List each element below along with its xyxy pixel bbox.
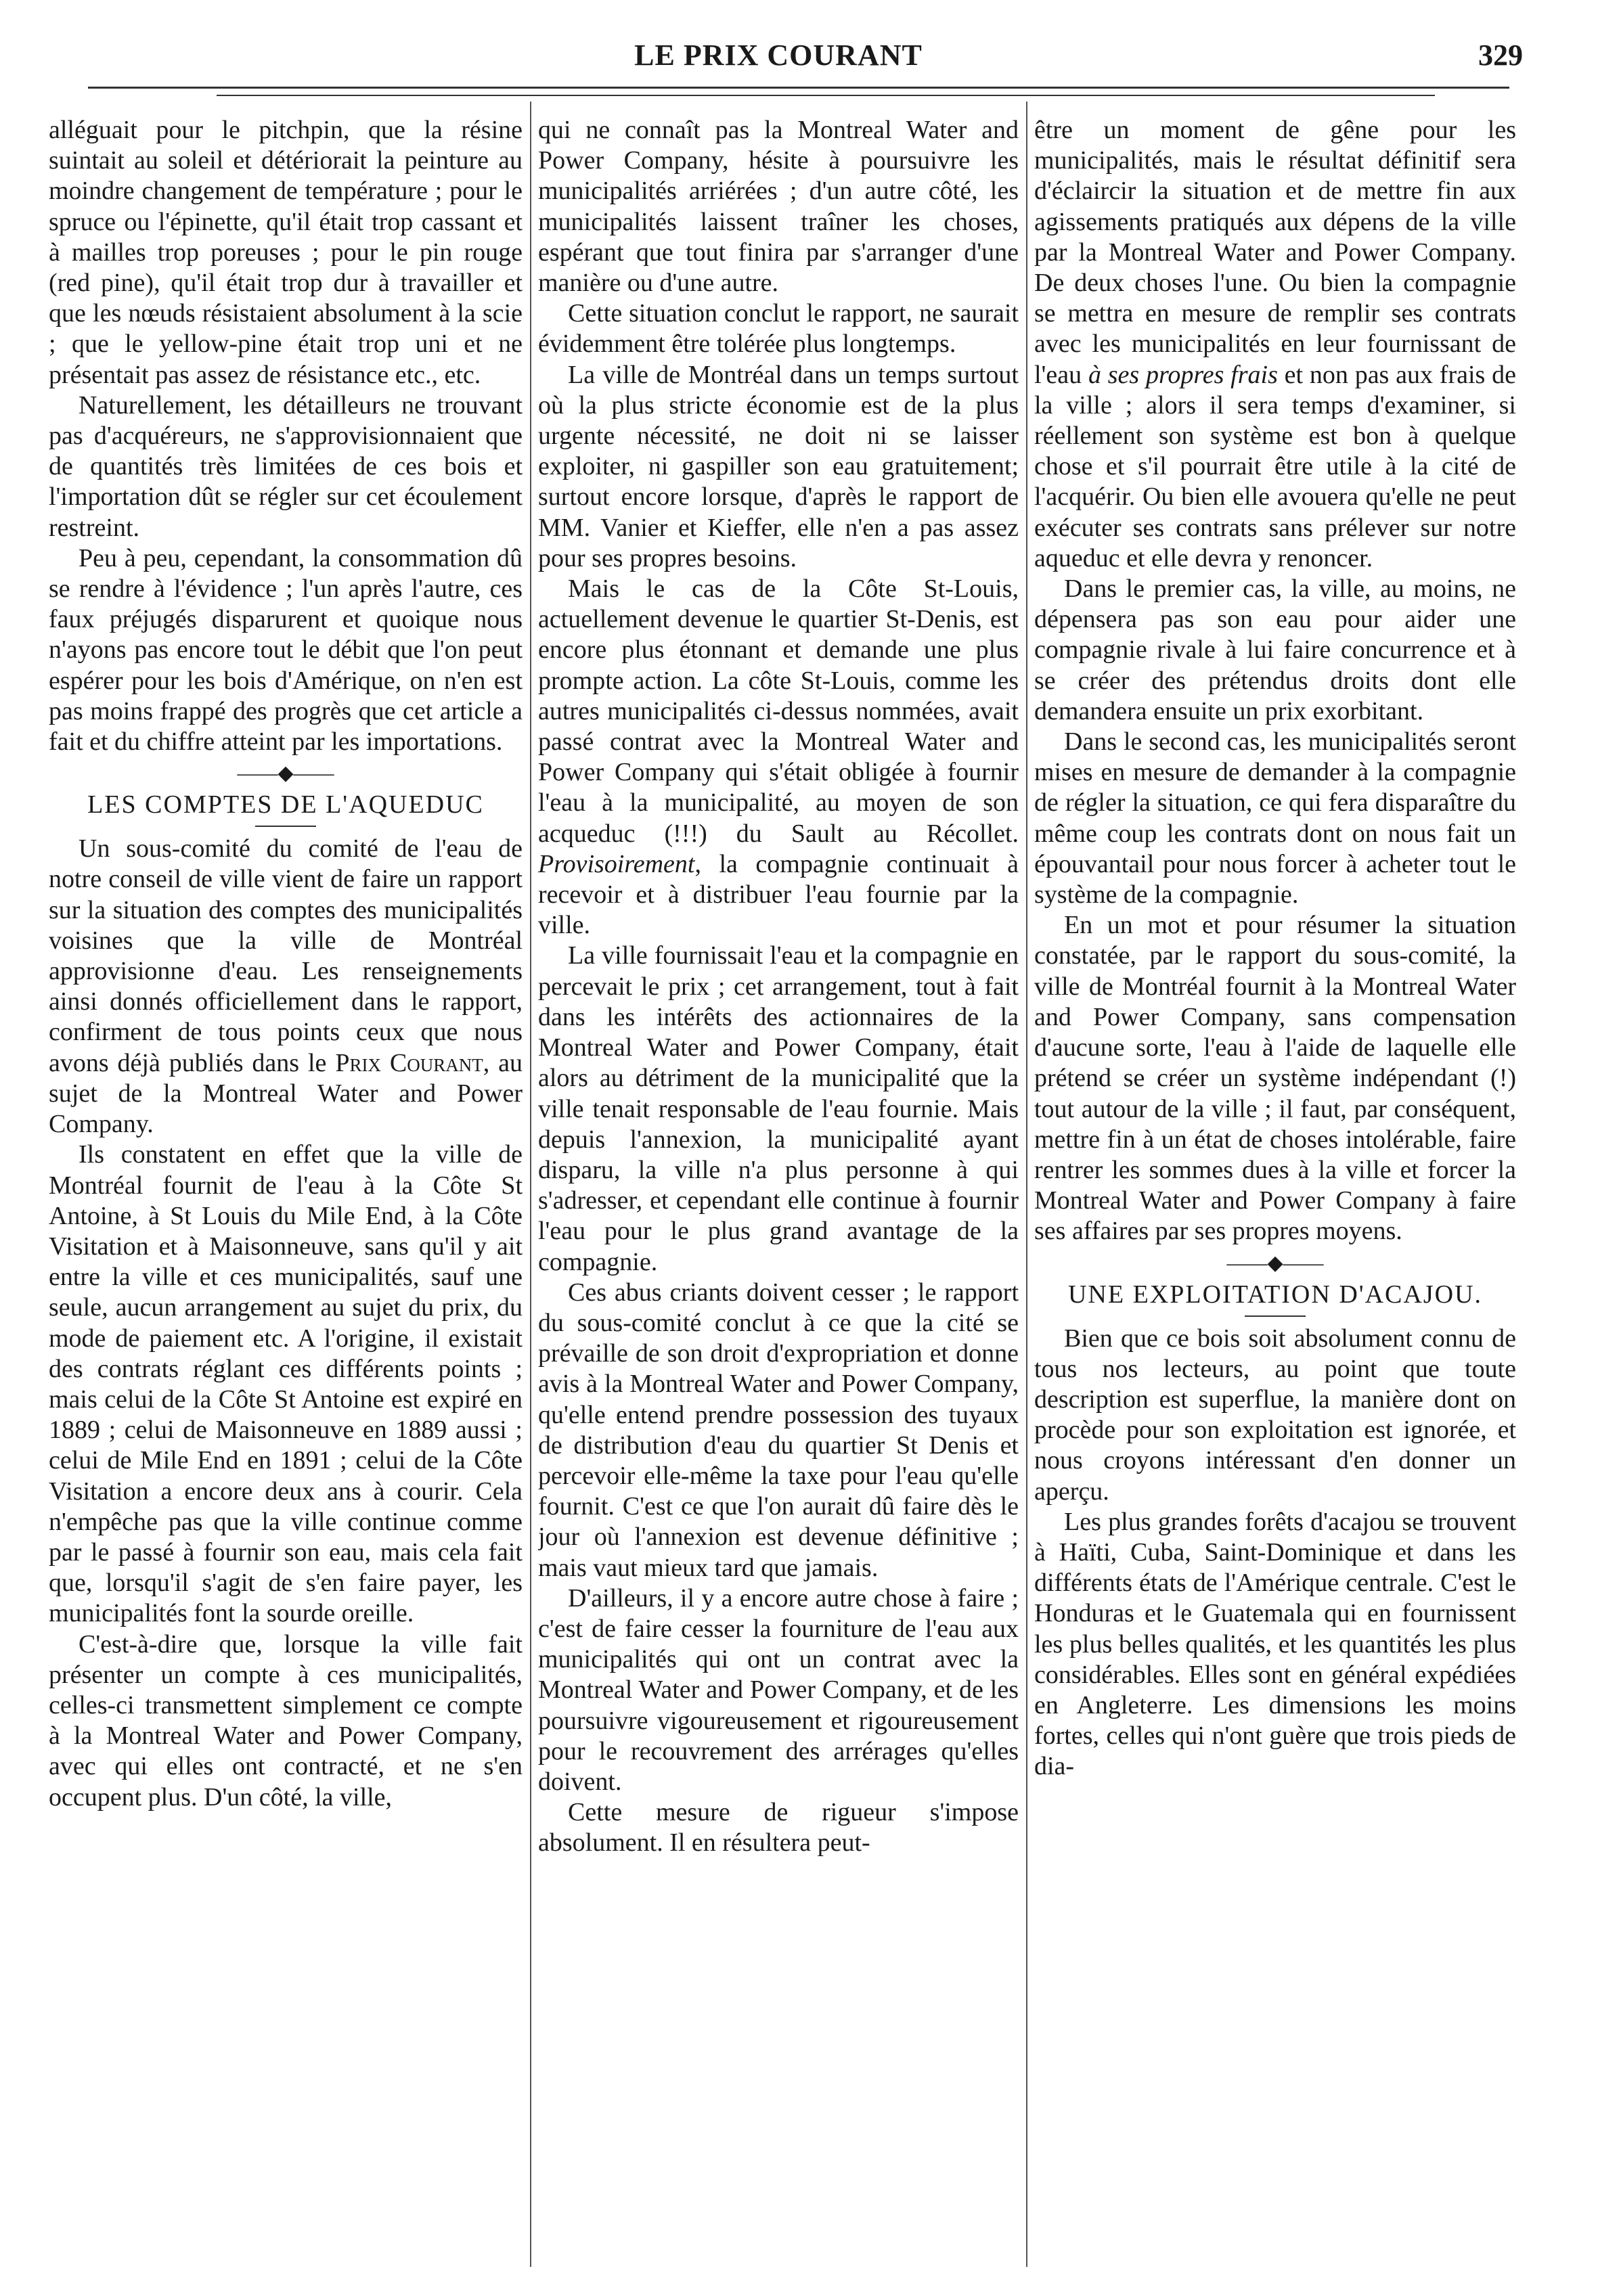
- paragraph-text: être un moment de gêne pour les municipalités, mais le résultat définitif sera d'éclaircir la situation et de mettre fin aux agissements pratiqués aux dépens de la ville par la Montreal Water and Power Company. De deux choses l'une. Ou bien la compagnie se mettra en mesure de remplir ses contrats avec les municipalités en leur fournissant de l'eau: [1034, 116, 1516, 389]
- paragraph: Les plus grandes forêts d'acajou se trouvent à Haïti, Cuba, Saint-Dominique et dans les différents états de l'Amérique centrale. C'est le Honduras et le Guatemala qui en fournissent les plus belles qualités, et les quantités les plus considérables. Elles sont en général expédiées en Angleterre. Les dimensions les moins fortes, celles qui n'ont guère que trois pieds de dia-: [1034, 1507, 1516, 1781]
- section-ornament: ——◆——: [1226, 1251, 1324, 1274]
- paragraph: alléguait pour le pitchpin, que la résine suintait au soleil et détériorait la peinture au moindre changement de température ; pour le spruce ou l'épinette, qu'il était trop cassant et à mailles trop poreuses ; pour le pin rouge (red pine), qu'il était trop dur à travailler et que les nœuds résistaient absolument à la scie ; que le yellow-pine était trop uni et ne présentait pas assez de résistance etc., etc.: [49, 116, 523, 389]
- paragraph: [49, 834, 523, 1140]
- paragraph: [1034, 115, 1516, 574]
- paragraph: Cette mesure de rigueur s'impose absolument. Il en résultera peut-: [538, 1798, 1019, 1858]
- header-rule: [88, 87, 1509, 89]
- paragraph-text: , la compagnie continuait à recevoir et à distribuer l'eau fournie par la ville.: [538, 849, 1019, 940]
- paragraph: Dans le second cas, les municipalités seront mises en mesure de demander à la compagnie de régler la situation, ce qui fera disparaître du même coup les contrats dont on nous fait un épouvantail pour nous forcer à acheter tout le système de la compagnie.: [1034, 727, 1516, 909]
- paragraph: Peu à peu, cependant, la consommation dû se rendre à l'évidence ; l'un après l'autre, ces faux préjugés disparurent et quoique nous n'ayons pas encore tout le débit que l'on peut espérer pour les bois d'Amérique, on n'en est pas moins frappé des progrès que cet article a fait et du chiffre atteint par les importations.: [49, 543, 523, 757]
- column-divider: [530, 102, 531, 2267]
- paragraph-text: , au sujet de la Montreal Water and Power Company.: [49, 1048, 523, 1139]
- paragraph: [538, 574, 1019, 941]
- heading-rule: [255, 826, 316, 827]
- page-header: [34, 31, 1523, 78]
- paragraph: Bien que ce bois soit absolument connu de tous nos lecteurs, au point que toute description est superflue, la manière dont on procède pour son exploitation est ignorée, et nous croyons intéressant d'en donner un aperçu.: [1034, 1324, 1516, 1506]
- paragraph-text: et non pas aux frais de la ville ; alors il sera temps d'examiner, si réellement son système est bon à quelque chose et s'il pourrait être utile à la cité de l'acquérir. Ou bien elle avouera qu'elle ne peut exécuter ses contrats sans prélever sur notre aqueduc et elle devra y renoncer.: [1034, 360, 1516, 572]
- paragraph: C'est-à-dire que, lorsque la ville fait présenter un compte à ces municipalités, celles-ci transmettent simplement ce compte à la Montreal Water and Power Company, avec qui elles ont contracté, et ne s'en occupent plus. D'un côté, la ville,: [49, 1629, 523, 1811]
- paragraph: Cette situation conclut le rapport, ne saurait évidemment être tolérée plus longtemps.: [538, 299, 1019, 359]
- paragraph: qui ne connaît pas la Montreal Water and Power Company, hésite à poursuivre les municipalités arriérées ; d'un autre côté, les municipalités laissent traîner les choses, espérant que tout finira par s'arranger d'une manière ou d'une autre.: [538, 116, 1019, 298]
- paragraph: Dans le premier cas, la ville, au moins, ne dépensera pas son eau pour aider une compagnie rivale à lui faire concurrence et à se créer des prétendus droits dont elle demandera ensuite un prix exorbitant.: [1034, 575, 1516, 725]
- column-1: [49, 115, 523, 2267]
- column-divider: [1026, 102, 1027, 2267]
- paragraph: En un mot et pour résumer la situation constatée, par le rapport du sous-comité, la ville de Montréal fournit à la Montreal Water and Power Company, sans compensation d'aucune sorte, l'eau à l'aide de laquelle elle prétend se créer un système indépendant (!) tout autour de la ville ; il faut, par conséquent, mettre fin à un état de choses intolérable, faire rentrer les sommes dues à la ville et forcer la Montreal Water and Power Company à faire ses affaires par ses propres moyens.: [1034, 911, 1516, 1246]
- publication-name: Prix Courant: [335, 1048, 483, 1077]
- paragraph-text: Un sous-comité du comité de l'eau de notre conseil de ville vient de faire un rapport sur la situation des comptes des municipalités voisines que la ville de Montréal approvisionne d'eau. Les renseignements ainsi donnés officiellement dans le rapport, confirment de tous points ceux que nous avons déjà publiés dans le: [49, 834, 523, 1077]
- section-ornament: ——◆——: [237, 762, 334, 785]
- page-number: 329: [1478, 39, 1523, 72]
- column-2: [538, 115, 1019, 2267]
- section-heading: LES COMPTES DE L'AQUEDUC: [87, 790, 484, 819]
- paragraph: Ils constatent en effet que la ville de Montréal fournit de l'eau à la Côte St Antoine, à St Louis du Mile End, à la Côte Visitation et à Maisonneuve, sans qu'il y ait entre la ville et ces municipalités, sauf une seule, aucun arrangement au sujet du prix, du mode de paiement etc. A l'origine, il existait des contrats réglant ces différents points ; mais celui de la Côte St Antoine est expiré en 1889 ; celui de Maisonneuve en 1889 aussi ; celui de Mile End en 1891 ; celui de la Côte Visitation a encore deux ans à courir. Cela n'empêche pas que la ville continue comme par le passé à fournir son eau, mais cela fait que, lorsqu'il s'agit de s'en faire payer, les municipalités font la sourde oreille.: [49, 1140, 523, 1628]
- running-title: LE PRIX COURANT: [634, 39, 923, 72]
- paragraph: D'ailleurs, il y a encore autre chose à faire ; c'est de faire cesser la fourniture de l'eau aux municipalités qui ont un contrat avec la Montreal Water and Power Company, et de les poursuivre vigoureusement et rigoureusement pour le recouvrement des arrérages qu'elles doivent.: [538, 1583, 1019, 1796]
- emphasis: Provisoirement: [538, 849, 695, 878]
- paragraph: La ville de Montréal dans un temps surtout où la plus stricte économie est de la plus urgente nécessité, ne doit ni se laisser exploiter, ni gaspiller son eau gratuitement; surtout encore lorsque, d'après le rapport de MM. Vanier et Kieffer, elle n'en a pas assez pour ses propres besoins.: [538, 360, 1019, 572]
- paragraph: La ville fournissait l'eau et la compagnie en percevait le prix ; cet arrangement, tout à fait dans les intérêts des actionnaires de la Montreal Water and Power Company, était alors au détriment de la municipalité que la ville tenait responsable de l'eau fournie. Mais depuis l'annexion, la municipalité ayant disparu, la ville n'a plus personne à qui s'adresser, et cependant elle continue à fournir l'eau pour le plus grand avantage de la compagnie.: [538, 941, 1019, 1276]
- header-rule-thin: [217, 95, 1435, 96]
- paragraph: Naturellement, les détailleurs ne trouvant pas d'acquéreurs, ne s'approvisionnaient que de quantités très limitées de ces bois et l'importation dût se régler sur cet écoulement restreint.: [49, 390, 523, 542]
- paragraph-text: Mais le cas de la Côte St-Louis, actuellement devenue le quartier St-Denis, est encore plus étonnant et demande une plus prompte action. La côte St-Louis, comme les autres municipalités ci-dessus nommées, avait passé contrat avec la Montreal Water and Power Company qui s'était obligée à fournir l'eau à la municipalité, au moyen de son acqueduc (!!!) du Sault au Récollet.: [538, 575, 1019, 848]
- heading-rule: [1245, 1315, 1306, 1317]
- paragraph: Ces abus criants doivent cesser ; le rapport du sous-comité conclut à ce que la cité se prévaille de son droit d'expropriation et donne avis à la Montreal Water and Power Company, qu'elle entend prendre possession des tuyaux de distribution d'eau du quartier St Denis et percevoir elle-même la taxe pour l'eau qu'elle fournit. C'est ce que l'on aurait dû faire dès le jour où l'annexion est devenue définitive ; mais vaut mieux tard que jamais.: [538, 1278, 1019, 1582]
- column-3: [1034, 115, 1516, 2267]
- section-heading: UNE EXPLOITATION D'ACAJOU.: [1067, 1280, 1483, 1309]
- emphasis: à ses propres frais: [1088, 360, 1278, 389]
